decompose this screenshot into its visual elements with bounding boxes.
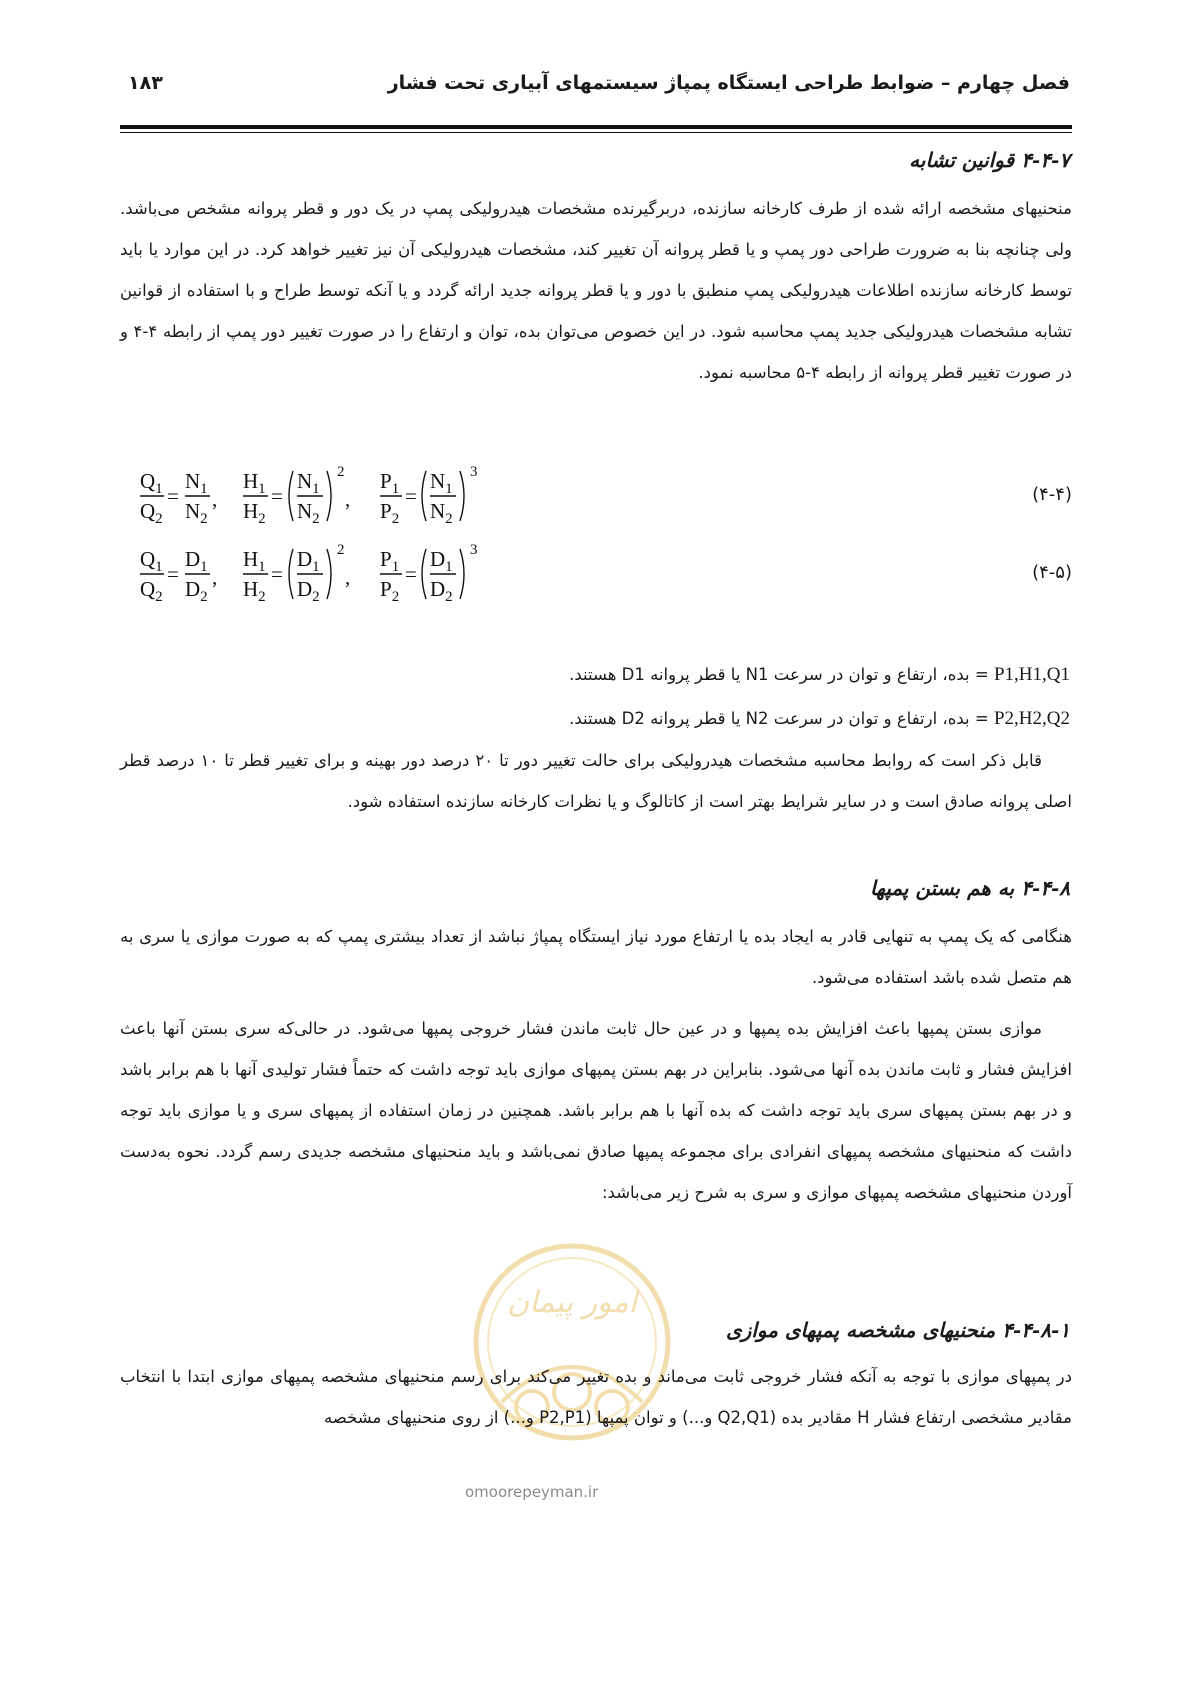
svg-text:Q1: $Q_1$ (140, 469, 163, 497)
paragraph-series-parallel: موازی بستن پمپها باعث افزایش بده پمپها و در عین حال ثابت ماندن فشار خروجی پمپها می‌شود. در حالی‌که سری بستن آنها باعث افزایش فشار و ثابت ماندن بده آنها می‌شود. بنابراین در بهم بستن پمپهای موازی باید توجه داشت که حتماً فشار تولیدی آنها با هم برابر باشد و در بهم بستن پمپهای سری باید توجه داشت که بده آنها با هم برابر باشد. همچنین در زمان استفاده از پمپهای سری و یا موازی باید توجه داشت که منحنیهای مشخصه پمپهای انفرادی برای مجموعه پمپها صادق نمی‌باشد و باید منحنیهای مشخصه جدیدی رسم گردد. نحوه به‌دست آوردن منحنیهای مشخصه پمپهای موازی و سری به شرح زیر می‌باشد: (120, 1019, 1072, 1202)
svg-text:N2: $N_2$ (430, 499, 453, 527)
svg-text:N1: $N_1$ (430, 469, 453, 497)
svg-text:2: 2 (337, 542, 345, 558)
svg-text:Q1: $Q_1$ (140, 547, 163, 575)
section-heading-connecting-pumps: ۴-۴-۸ به هم بستن پمپها (870, 876, 1070, 900)
svg-text:,: , (345, 487, 351, 511)
svg-text:N1: $N_1$ (185, 469, 208, 497)
svg-text:=: = (271, 484, 283, 508)
svg-text:3: 3 (470, 464, 478, 480)
svg-text:,: , (345, 565, 351, 589)
svg-text:Q2: $Q_2$ (140, 577, 163, 605)
svg-text:D1: $D_1$ (297, 547, 320, 575)
svg-text:P1: $P_1$ (380, 469, 400, 497)
watermark-website: omoorepeyman.ir (465, 1483, 599, 1501)
svg-text:N1: $N_1$ (297, 469, 320, 497)
svg-text:,: , (212, 565, 218, 589)
ratio-flow (140, 547, 217, 605)
definition-line-2 (569, 704, 1070, 734)
svg-text:=: = (167, 562, 179, 586)
header-title: فصل چهارم – ضوابط طراحی ایستگاه پمپاژ سیستمهای آبیاری تحت فشار (387, 72, 1070, 94)
paragraph-connecting-pumps-intro: هنگامی که یک پمپ به تنهایی قادر به ایجاد بده یا ارتفاع مورد نیاز ایستگاه پمپاژ نباشد از تعداد بیشتری پمپ که به صورت موازی یا سری به هم متصل شده باشد استفاده می‌شود. (120, 927, 1072, 987)
definition-line-1 (569, 660, 1070, 690)
header-rule-thick (120, 125, 1072, 129)
paragraph-note-ranges: قابل ذکر است که روابط محاسبه مشخصات هیدرولیکی برای حالت تغییر دور تا ۲۰ درصد دور بهینه و برای تغییر قطر تا ۱۰ درصد قطر اصلی پروانه صادق است و در سایر شرایط بهتر است از کاتالوگ و یا نظرات کارخانه سازنده استفاده شود. (120, 751, 1072, 811)
svg-text:N2: $N_2$ (185, 499, 208, 527)
svg-text:P2: $P_2$ (380, 577, 400, 605)
definition-text-2: = بده، ارتفاع و توان در سرعت N2 یا قطر پروانه D2 هستند. (569, 709, 989, 728)
equation-number-4-5: (۴-۵) (1032, 562, 1072, 583)
svg-text:D2: $D_2$ (297, 577, 320, 605)
paragraph-parallel-pump-curves: در پمپهای موازی با توجه به آنکه فشار خروجی ثابت می‌ماند و بده تغییر می‌کند برای رسم منحنیهای مشخصه پمپهای موازی ابتدا با انتخاب مقادیر مشخصی ارتفاع فشار H مقادیر بده (Q2,Q1 و...) و توان پمپها (P2,P1 و...) از روی منحنیهای مشخصه (120, 1367, 1072, 1427)
svg-text:,: , (212, 487, 218, 511)
svg-text:3: 3 (470, 542, 478, 558)
svg-text:N2: $N_2$ (297, 499, 320, 527)
svg-text:=: = (167, 484, 179, 508)
section-heading-parallel-pump-curves: ۴-۴-۸-۱ منحنیهای مشخصه پمپهای موازی (726, 1318, 1070, 1342)
svg-text:D2: $D_2$ (185, 577, 208, 605)
equation-4-5 (140, 544, 1072, 604)
ratio-head (243, 542, 350, 605)
svg-text:D1: $D_1$ (430, 547, 453, 575)
ratio-power (380, 542, 478, 605)
ratio-head (243, 464, 350, 527)
svg-text:=: = (271, 562, 283, 586)
equation-4-4 (140, 466, 1072, 526)
svg-text:H2: $H_2$ (243, 577, 266, 605)
ratio-flow (140, 469, 217, 527)
svg-text:P2: $P_2$ (380, 499, 400, 527)
svg-text:D1: $D_1$ (185, 547, 208, 575)
svg-text:امور پیمان: امور پیمان (507, 1285, 637, 1320)
header-rule-thin (120, 132, 1072, 133)
svg-text:Q2: $Q_2$ (140, 499, 163, 527)
equation-4-4-math (140, 466, 540, 526)
svg-text:2: 2 (337, 464, 345, 480)
svg-text:H1: $H_1$ (243, 547, 266, 575)
definition-symbols-2: P2,H2,Q2 (993, 708, 1070, 729)
svg-text:=: = (405, 562, 417, 586)
paragraph-similarity-laws: منحنیهای مشخصه ارائه شده از طرف کارخانه سازنده، دربرگیرنده مشخصات هیدرولیکی پمپ در یک دور و قطر پروانه مشخص می‌باشد. ولی چنانچه بنا به ضرورت طراحی دور پمپ و یا قطر پروانه آن تغییر کند، مشخصات هیدرولیکی آن نیز تغییر خواهد کرد. در این موارد یا باید توسط کارخانه سازنده اطلاعات هیدرولیکی پمپ منطبق با دور و یا قطر پروانه جدید ارائه گردد و یا آنکه توسط طراح و با استفاده از قوانین تشابه مشخصات هیدرولیکی جدید پمپ محاسبه شود. در این خصوص می‌توان بده، توان و ارتفاع را در صورت تغییر دور پمپ از رابطه ۴-۴ و در صورت تغییر قطر پروانه از رابطه ۴-۵ محاسبه نمود. (120, 199, 1073, 382)
svg-text:H2: $H_2$ (243, 499, 266, 527)
equation-number-4-4: (۴-۴) (1032, 484, 1072, 505)
equation-4-5-math (140, 544, 540, 604)
svg-text:P1: $P_1$ (380, 547, 400, 575)
definition-symbols-1: P1,H1,Q1 (993, 664, 1070, 685)
svg-text:=: = (405, 484, 417, 508)
page-number: ۱۸۳ (128, 72, 163, 94)
ratio-power (380, 464, 478, 527)
definition-text-1: = بده، ارتفاع و توان در سرعت N1 یا قطر پروانه D1 هستند. (569, 665, 989, 684)
section-heading-similarity-laws: ۴-۴-۷ قوانین تشابه (909, 148, 1070, 172)
svg-text:D2: $D_2$ (430, 577, 453, 605)
svg-text:H1: $H_1$ (243, 469, 266, 497)
page-header (128, 72, 1070, 108)
